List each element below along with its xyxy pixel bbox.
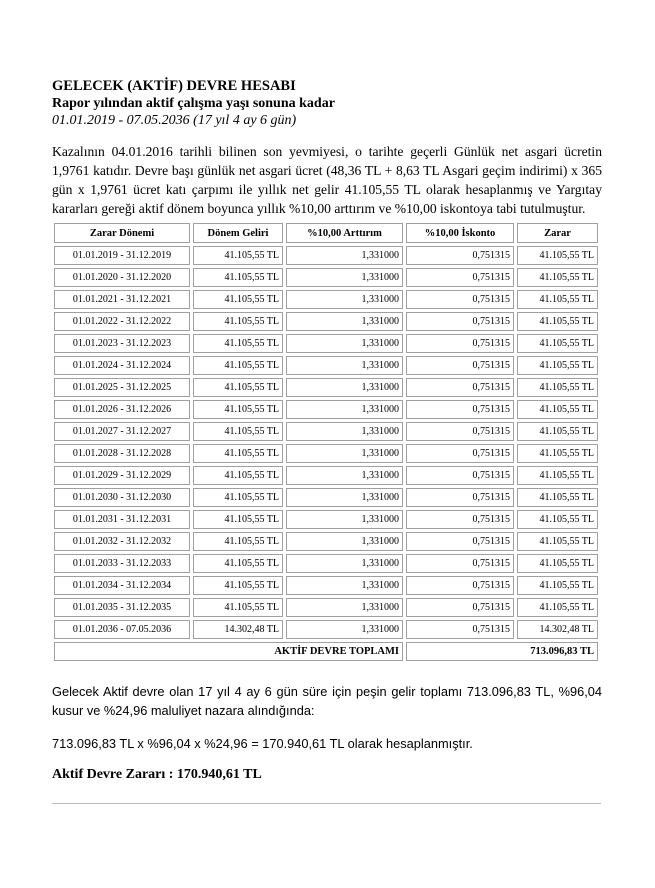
summary-paragraph: Gelecek Aktif devre olan 17 yıl 4 ay 6 gün süre için peşin gelir toplamı 713.096,83 TL, %96,04 kusur ve %24,96 maluliyet nazara alındığında:: [52, 684, 602, 718]
table-body: [54, 246, 598, 639]
cell-increase: 1,331000: [286, 356, 403, 375]
cell-discount: 0,751315: [406, 400, 514, 419]
cell-damage: 41.105,55 TL: [517, 444, 598, 463]
cell-damage: 41.105,55 TL: [517, 466, 598, 485]
cell-discount: 0,751315: [406, 598, 514, 617]
col-header-income: Dönem Geliri: [193, 223, 283, 243]
cell-damage: 41.105,55 TL: [517, 356, 598, 375]
col-header-discount: %10,00 İskonto: [406, 223, 514, 243]
cell-damage: 41.105,55 TL: [517, 488, 598, 507]
cell-discount: 0,751315: [406, 576, 514, 595]
cell-income: 41.105,55 TL: [193, 510, 283, 529]
cell-period: 01.01.2020 - 31.12.2020: [54, 268, 190, 287]
cell-damage: 41.105,55 TL: [517, 290, 598, 309]
cell-income: 41.105,55 TL: [193, 422, 283, 441]
cell-increase: 1,331000: [286, 400, 403, 419]
table-row: [54, 334, 598, 353]
cell-discount: 0,751315: [406, 488, 514, 507]
cell-period: 01.01.2022 - 31.12.2022: [54, 312, 190, 331]
cell-increase: 1,331000: [286, 466, 403, 485]
cell-period: 01.01.2036 - 07.05.2036: [54, 620, 190, 639]
cell-period: 01.01.2031 - 31.12.2031: [54, 510, 190, 529]
cell-discount: 0,751315: [406, 510, 514, 529]
table-row: [54, 510, 598, 529]
calculation-paragraph: 713.096,83 TL x %96,04 x %24,96 = 170.940,61 TL olarak hesaplanmıştır.: [52, 736, 473, 751]
cell-discount: 0,751315: [406, 620, 514, 639]
table-row: [54, 466, 598, 485]
total-label: AKTİF DEVRE TOPLAMI: [54, 642, 403, 661]
cell-income: 41.105,55 TL: [193, 576, 283, 595]
cell-damage: 41.105,55 TL: [517, 598, 598, 617]
cell-income: 41.105,55 TL: [193, 400, 283, 419]
cell-discount: 0,751315: [406, 356, 514, 375]
cell-period: 01.01.2019 - 31.12.2019: [54, 246, 190, 265]
report-page: [52, 78, 602, 783]
section-subtitle: Rapor yılından aktif çalışma yaşı sonuna kadar: [52, 96, 335, 111]
cell-period: 01.01.2032 - 31.12.2032: [54, 532, 190, 551]
table-row: [54, 246, 598, 265]
cell-income: 41.105,55 TL: [193, 444, 283, 463]
cell-period: 01.01.2033 - 31.12.2033: [54, 554, 190, 573]
cell-damage: 41.105,55 TL: [517, 268, 598, 287]
cell-discount: 0,751315: [406, 422, 514, 441]
cell-increase: 1,331000: [286, 576, 403, 595]
table-row: [54, 312, 598, 331]
cell-increase: 1,331000: [286, 620, 403, 639]
cell-damage: 41.105,55 TL: [517, 400, 598, 419]
cell-period: 01.01.2029 - 31.12.2029: [54, 466, 190, 485]
cell-damage: 41.105,55 TL: [517, 576, 598, 595]
col-header-increase: %10,00 Arttırım: [286, 223, 403, 243]
cell-increase: 1,331000: [286, 444, 403, 463]
cell-income: 41.105,55 TL: [193, 312, 283, 331]
cell-damage: 41.105,55 TL: [517, 554, 598, 573]
cell-discount: 0,751315: [406, 268, 514, 287]
cell-income: 41.105,55 TL: [193, 334, 283, 353]
cell-period: 01.01.2026 - 31.12.2026: [54, 400, 190, 419]
cell-income: 14.302,48 TL: [193, 620, 283, 639]
table-row: [54, 356, 598, 375]
result-line: Aktif Devre Zararı : 170.940,61 TL: [52, 767, 262, 782]
cell-damage: 41.105,55 TL: [517, 422, 598, 441]
cell-damage: 14.302,48 TL: [517, 620, 598, 639]
col-header-damage: Zarar: [517, 223, 598, 243]
cell-income: 41.105,55 TL: [193, 598, 283, 617]
cell-income: 41.105,55 TL: [193, 290, 283, 309]
cell-income: 41.105,55 TL: [193, 554, 283, 573]
cell-period: 01.01.2034 - 31.12.2034: [54, 576, 190, 595]
table-row: [54, 620, 598, 639]
cell-discount: 0,751315: [406, 290, 514, 309]
cell-discount: 0,751315: [406, 532, 514, 551]
intro-paragraph: Kazalının 04.01.2016 tarihli bilinen son yevmiyesi, o tarihte geçerli Günlük net asgari ücretin 1,9761 katıdır. Devre başı günlük net asgari ücret (48,36 TL + 8,63 TL Asgari geçim indirimi) x 365 gün x 1,9761 ücret katı çarpımı ile yıllık net gelir 41.105,55 TL olarak hesaplanmış ve Yargıtay kararları gereği aktif dönem boyunca yıllık %10,00 arttırım ve %10,00 iskontoya tabi tutulmuştur.: [52, 144, 602, 216]
col-header-period: Zarar Dönemi: [54, 223, 190, 243]
table-total-row: [54, 642, 598, 661]
cell-damage: 41.105,55 TL: [517, 334, 598, 353]
cell-period: 01.01.2024 - 31.12.2024: [54, 356, 190, 375]
cell-income: 41.105,55 TL: [193, 356, 283, 375]
table-header-row: [54, 223, 598, 243]
section-period: 01.01.2019 - 07.05.2036 (17 yıl 4 ay 6 gün): [52, 113, 297, 128]
cell-discount: 0,751315: [406, 334, 514, 353]
cell-increase: 1,331000: [286, 422, 403, 441]
cell-period: 01.01.2028 - 31.12.2028: [54, 444, 190, 463]
cell-discount: 0,751315: [406, 378, 514, 397]
cell-damage: 41.105,55 TL: [517, 378, 598, 397]
cell-damage: 41.105,55 TL: [517, 510, 598, 529]
table-row: [54, 444, 598, 463]
cell-discount: 0,751315: [406, 554, 514, 573]
table-row: [54, 576, 598, 595]
table-row: [54, 290, 598, 309]
cell-income: 41.105,55 TL: [193, 246, 283, 265]
cell-increase: 1,331000: [286, 312, 403, 331]
table-row: [54, 378, 598, 397]
table-row: [54, 554, 598, 573]
cell-increase: 1,331000: [286, 290, 403, 309]
cell-damage: 41.105,55 TL: [517, 312, 598, 331]
cell-income: 41.105,55 TL: [193, 532, 283, 551]
cell-period: 01.01.2030 - 31.12.2030: [54, 488, 190, 507]
cell-increase: 1,331000: [286, 598, 403, 617]
table-row: [54, 400, 598, 419]
table-row: [54, 532, 598, 551]
cell-period: 01.01.2023 - 31.12.2023: [54, 334, 190, 353]
cell-period: 01.01.2025 - 31.12.2025: [54, 378, 190, 397]
cell-income: 41.105,55 TL: [193, 488, 283, 507]
cell-period: 01.01.2027 - 31.12.2027: [54, 422, 190, 441]
table-row: [54, 268, 598, 287]
cell-discount: 0,751315: [406, 246, 514, 265]
cell-increase: 1,331000: [286, 532, 403, 551]
table-row: [54, 598, 598, 617]
bottom-divider: [52, 803, 601, 804]
damage-table: [51, 220, 601, 664]
cell-discount: 0,751315: [406, 312, 514, 331]
cell-discount: 0,751315: [406, 444, 514, 463]
cell-increase: 1,331000: [286, 488, 403, 507]
cell-increase: 1,331000: [286, 246, 403, 265]
cell-income: 41.105,55 TL: [193, 466, 283, 485]
cell-period: 01.01.2021 - 31.12.2021: [54, 290, 190, 309]
cell-increase: 1,331000: [286, 554, 403, 573]
total-value: 713.096,83 TL: [406, 642, 598, 661]
cell-income: 41.105,55 TL: [193, 378, 283, 397]
section-title: GELECEK (AKTİF) DEVRE HESABI: [52, 78, 296, 94]
cell-damage: 41.105,55 TL: [517, 246, 598, 265]
cell-increase: 1,331000: [286, 334, 403, 353]
cell-income: 41.105,55 TL: [193, 268, 283, 287]
table-row: [54, 422, 598, 441]
cell-discount: 0,751315: [406, 466, 514, 485]
table-row: [54, 488, 598, 507]
cell-damage: 41.105,55 TL: [517, 532, 598, 551]
cell-period: 01.01.2035 - 31.12.2035: [54, 598, 190, 617]
cell-increase: 1,331000: [286, 268, 403, 287]
cell-increase: 1,331000: [286, 510, 403, 529]
cell-increase: 1,331000: [286, 378, 403, 397]
